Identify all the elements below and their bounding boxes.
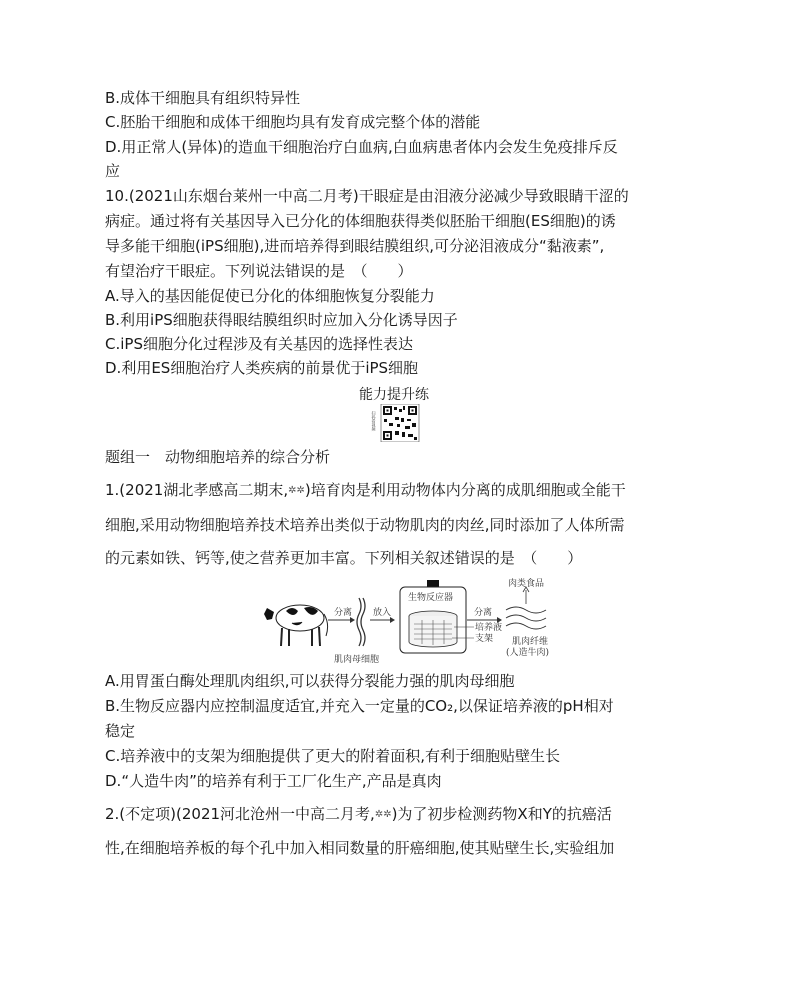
star-difficulty-icon: ✲✲	[374, 808, 392, 820]
question-10-stem-3: 导多能干细胞(iPS细胞),进而培养得到眼结膜组织,可分泌泪液成分“黏液素”,	[105, 237, 605, 255]
bioreactor-figure	[262, 578, 692, 673]
q2-stem-rest: )为了初步检测药物X和Y的抗癌活	[391, 805, 612, 823]
artificial-beef-label: (人造牛肉)	[506, 648, 550, 658]
question-10-stem-4: 有望治疗干眼症。下列说法错误的是 （ ）	[105, 262, 413, 280]
arrow-label-separate-2: 分离	[474, 608, 493, 618]
option-c: C.胚胎干细胞和成体干细胞均具有发育成完整个体的潜能	[105, 113, 481, 131]
question-10-stem: 10.(2021山东烟台莱州一中高二月考)干眼症是由泪液分泌减少导致眼睛干涩的	[105, 187, 629, 205]
q1-stem-rest: )培育肉是利用动物体内分离的成肌细胞或全能干	[304, 481, 626, 499]
q1-option-b-cont: 稳定	[105, 722, 136, 740]
q10-option-d: D.利用ES细胞治疗人类疾病的前景优于iPS细胞	[105, 359, 419, 377]
option-b: B.成体干细胞具有组织特异性	[105, 89, 301, 107]
muscle-fiber-label: 肌肉纤维	[512, 637, 549, 647]
q1-source: 1.(2021湖北孝感高二期末,	[105, 481, 289, 499]
question-1-stem-2: 细胞,采用动物细胞培养技术培养出类似于动物肌肉的肉丝,同时添加了人体所需	[105, 516, 625, 534]
arrow-label-put-in: 放入	[373, 608, 392, 618]
medium-label: 培养液	[475, 623, 503, 633]
option-d: D.用正常人(异体)的造血干细胞治疗白血病,白血病患者体内会发生免疫排斥反	[105, 138, 618, 156]
question-2-stem	[105, 804, 612, 825]
q1-option-a: A.用胃蛋白酶处理肌肉组织,可以获得分裂能力强的肌肉母细胞	[105, 672, 515, 690]
q10-option-b: B.利用iPS细胞获得眼结膜组织时应加入分化诱导因子	[105, 311, 458, 329]
q10-option-a: A.导入的基因能促使已分化的体细胞恢复分裂能力	[105, 287, 435, 305]
section-title: 能力提升练	[359, 387, 429, 403]
arrow-label-separate-1: 分离	[334, 608, 353, 618]
bioreactor-label: 生物反应器	[408, 593, 454, 603]
question-1-stem	[105, 480, 626, 501]
scaffold-label: 支架	[475, 634, 494, 644]
q1-option-c: C.培养液中的支架为细胞提供了更大的附着面积,有利于细胞贴壁生长	[105, 747, 561, 765]
question-10-stem-2: 病症。通过将有关基因导入已分化的体细胞获得类似胚胎干细胞(ES细胞)的诱	[105, 212, 616, 230]
q1-option-b: B.生物反应器内应控制温度适宜,并充入一定量的CO₂,以保证培养液的pH相对	[105, 697, 614, 715]
question-2-stem-2: 性,在细胞培养板的每个孔中加入相同数量的肝癌细胞,使其贴壁生长,实验组加	[105, 839, 615, 857]
q2-source: 2.(不定项)(2021河北沧州一中高二月考,	[105, 805, 375, 823]
qr-code-icon[interactable]	[371, 404, 423, 442]
qr-caption: 扫码看视频	[371, 411, 377, 431]
q10-option-c: C.iPS细胞分化过程涉及有关基因的选择性表达	[105, 335, 413, 353]
star-difficulty-icon: ✲✲	[288, 484, 305, 496]
option-d-cont: 应	[105, 162, 121, 180]
cow-icon	[264, 605, 328, 646]
myoblast-label: 肌肉母细胞	[334, 655, 380, 665]
question-1-stem-3: 的元素如铁、钙等,使之营养更加丰富。下列相关叙述错误的是 （ ）	[105, 549, 583, 567]
group-heading: 题组一 动物细胞培养的综合分析	[105, 448, 331, 466]
q1-option-d: D.“人造牛肉”的培养有利于工厂化生产,产品是真肉	[105, 772, 442, 790]
meat-food-label: 肉类食品	[508, 579, 545, 589]
